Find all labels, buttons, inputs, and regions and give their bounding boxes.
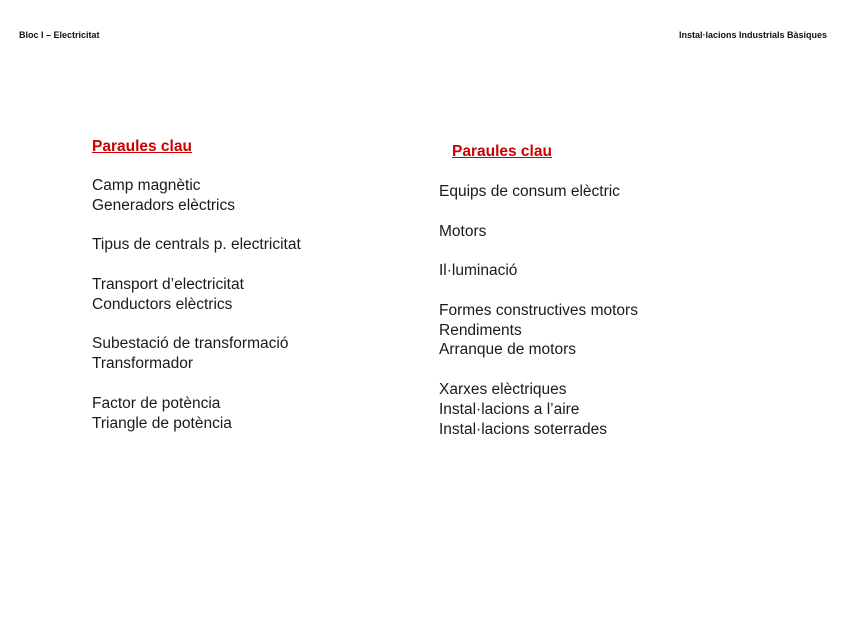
right-keywords-heading: Paraules clau: [452, 143, 552, 160]
keyword-item: Arranque de motors: [439, 341, 576, 359]
left-keywords-list: [92, 176, 301, 433]
keyword-item: Il·luminació: [439, 262, 518, 280]
keyword-item: Formes constructives motors: [439, 301, 638, 319]
keyword-item: Subestació de transformació: [92, 335, 289, 353]
keyword-item: Xarxes elèctriques: [439, 380, 567, 398]
keyword-item: Transformador: [92, 355, 194, 373]
keyword-item: Camp magnètic: [92, 177, 201, 194]
keyword-item: Instal·lacions a l’aire: [439, 400, 580, 418]
right-keywords-list: [439, 182, 638, 439]
keyword-item: Factor de potència: [92, 394, 221, 412]
keyword-item: Generadors elèctrics: [92, 196, 236, 214]
keyword-item: Rendiments: [439, 321, 522, 339]
header-left-title: Bloc I – Electricitat: [19, 30, 100, 40]
keyword-item: Triangle de potència: [92, 414, 232, 432]
header-right-title: Instal·lacions Industrials Bàsiques: [678, 30, 827, 40]
left-keywords-heading: Paraules clau: [92, 138, 192, 155]
keyword-item: Conductors elèctrics: [92, 295, 233, 313]
keyword-item: Motors: [439, 222, 487, 240]
keyword-item: Instal·lacions soterrades: [439, 420, 607, 438]
keyword-item: Transport d’electricitat: [92, 275, 244, 293]
keyword-item: Equips de consum elèctric: [439, 183, 620, 200]
keyword-item: Tipus de centrals p. electricitat: [92, 236, 301, 254]
